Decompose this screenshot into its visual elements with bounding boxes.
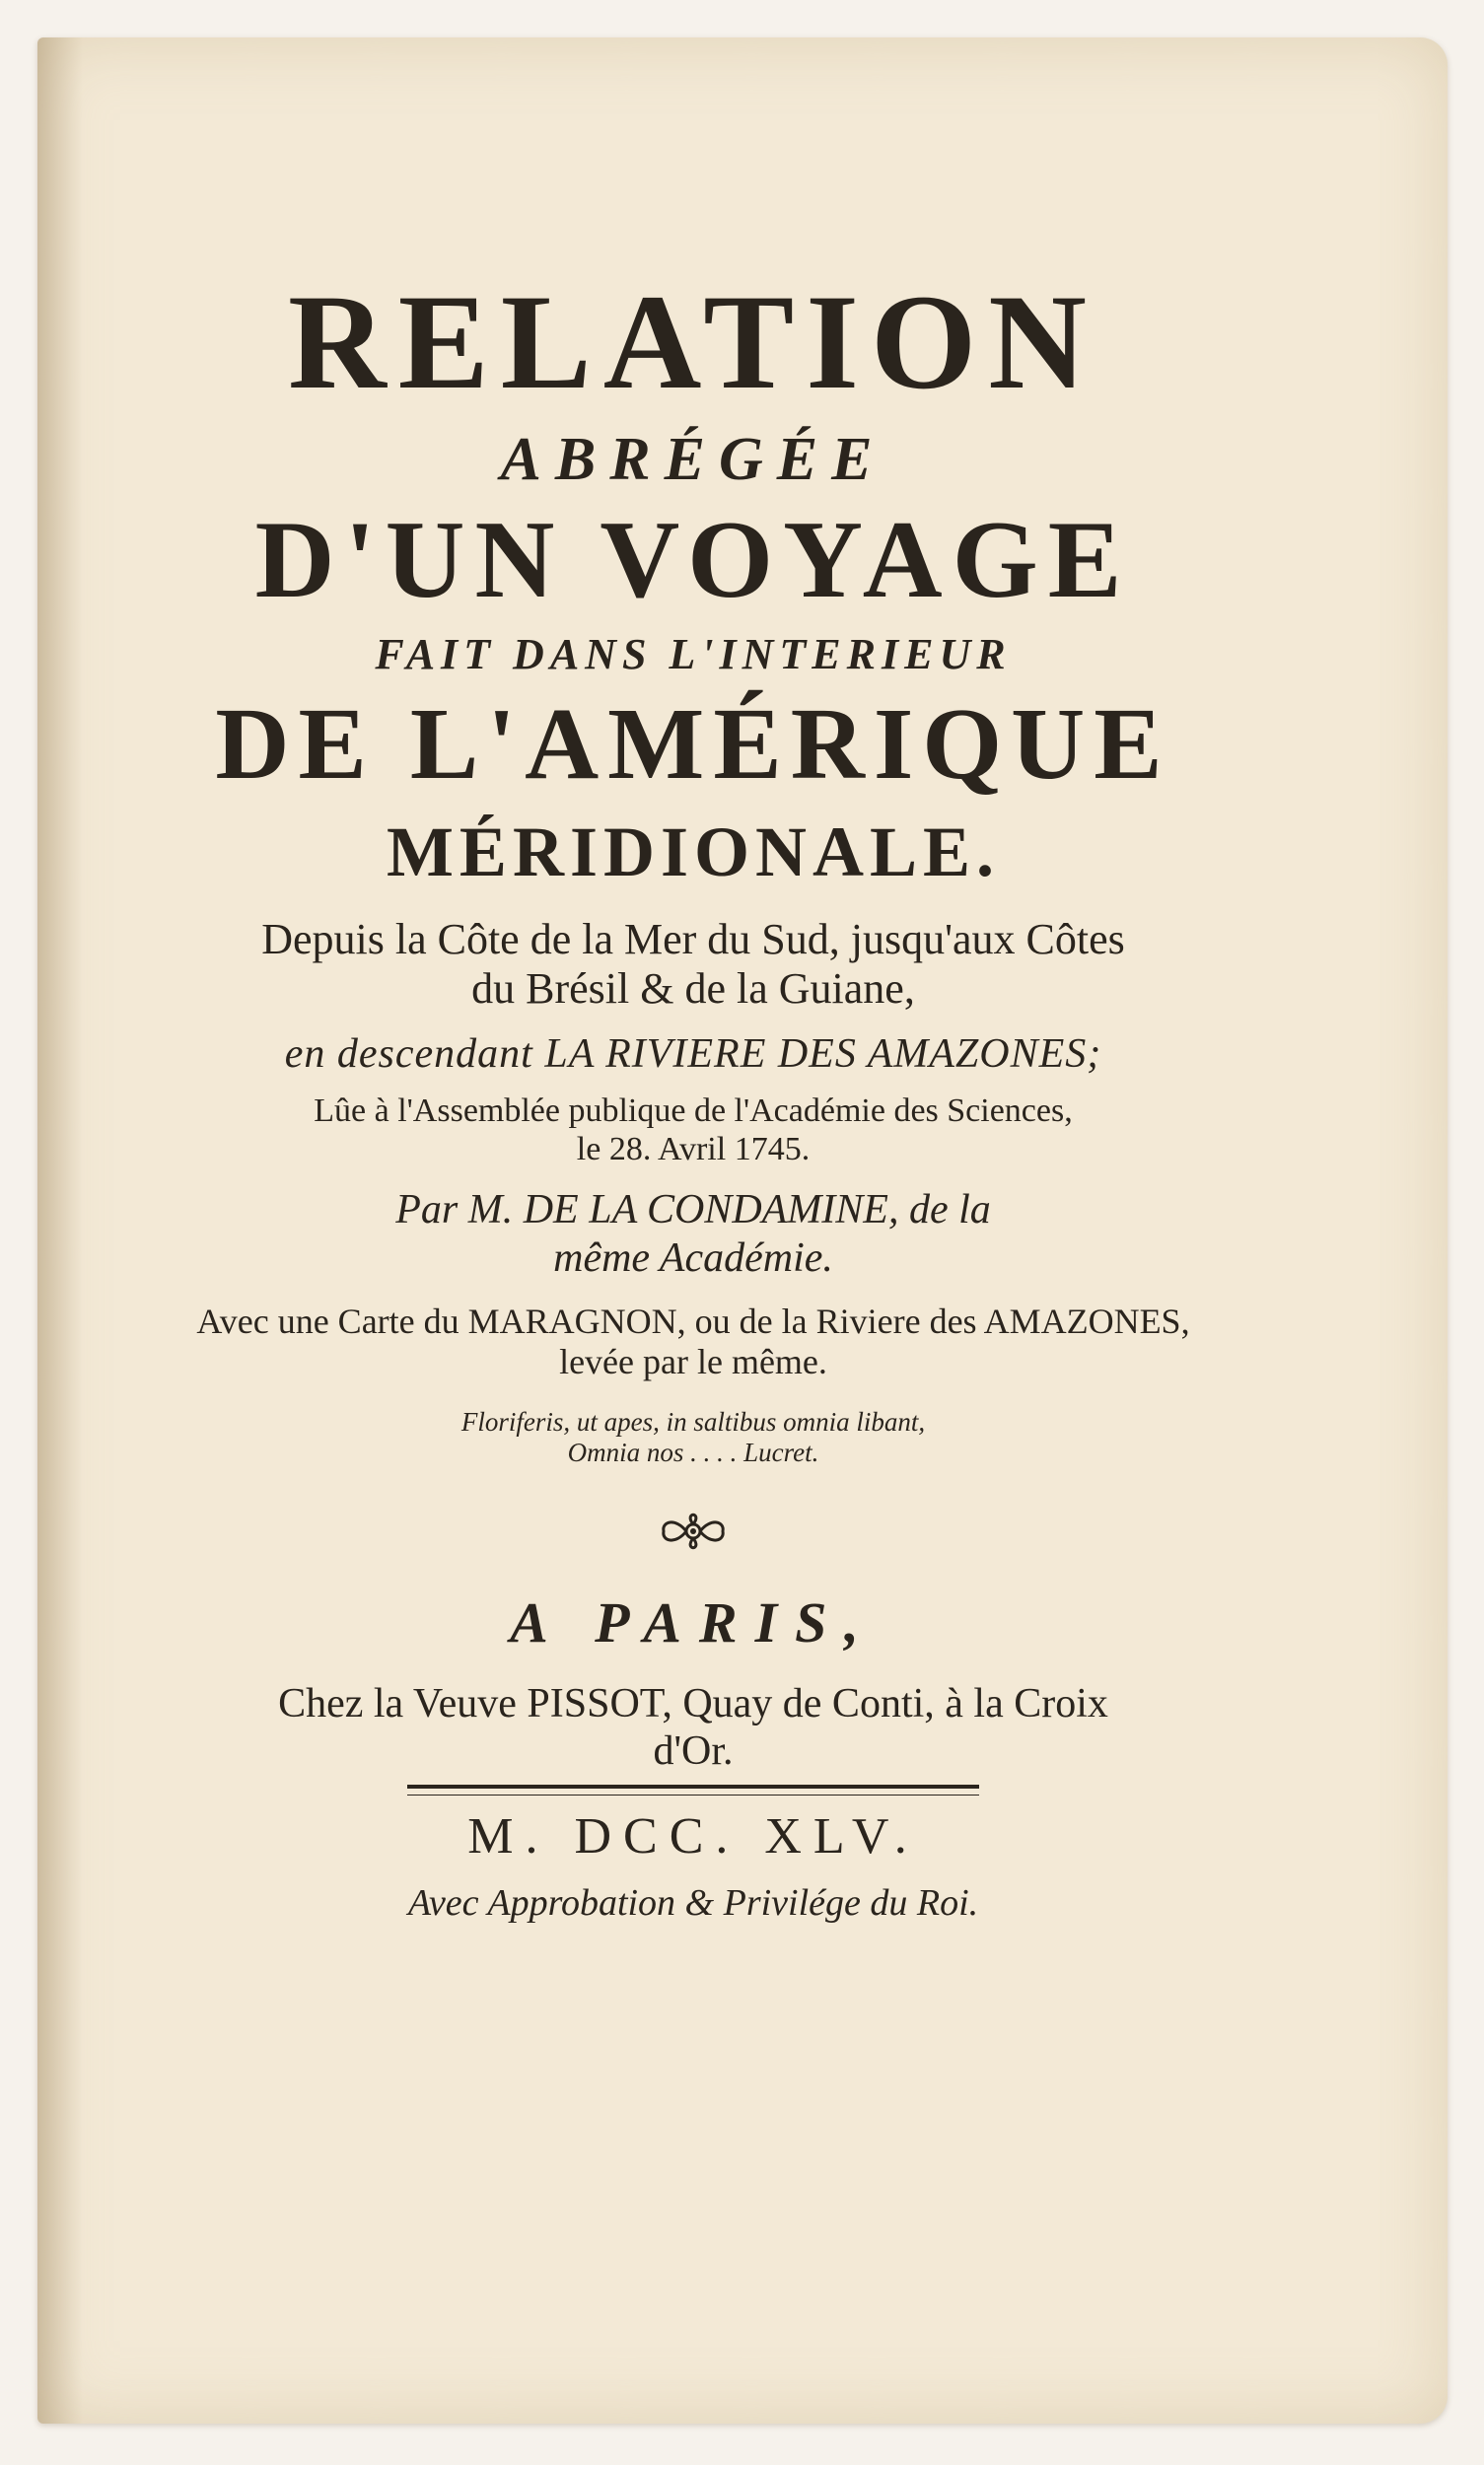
privilege-line: Avec Approbation & Privilége du Roi. <box>407 1881 979 1924</box>
read-line-2: le 28. Avril 1745. <box>576 1131 811 1168</box>
epigraph-line-1: Floriferis, ut apes, in saltibus omnia libant, <box>460 1406 926 1437</box>
title-page <box>37 37 1448 2424</box>
subtitle-meridionale: MÉRIDIONALE. <box>386 811 1001 891</box>
year-line: M. DCC. XLV. <box>467 1808 919 1866</box>
double-rule <box>407 1785 979 1796</box>
route-line-2: du Brésil & de la Guiane, <box>471 964 915 1014</box>
fleuron-ornament-icon <box>654 1504 733 1559</box>
route-line-1: Depuis la Côte de la Mer du Sud, jusqu'aux Côtes <box>261 914 1125 963</box>
title-page-text <box>136 264 1250 1926</box>
main-title: RELATION <box>288 266 1098 417</box>
subtitle-fait: FAIT DANS L'INTERIEUR <box>375 629 1012 678</box>
page-gutter <box>37 37 83 2424</box>
author-line-1: Par M. DE LA CONDAMINE, de la <box>395 1187 991 1233</box>
place-line: A PARIS, <box>510 1589 877 1655</box>
map-line-2: levée par le même. <box>559 1342 827 1382</box>
author-line-2: même Académie. <box>553 1234 833 1281</box>
publisher-line-1: Chez la Veuve PISSOT, Quay de Conti, à la Croix <box>278 1680 1108 1726</box>
publisher-line-2: d'Or. <box>653 1727 734 1774</box>
epigraph-line-2: Omnia nos . . . . Lucret. <box>567 1437 819 1467</box>
read-line-1: Lûe à l'Assemblée publique de l'Académie des Sciences, <box>314 1092 1073 1130</box>
map-line-1: Avec une Carte du MARAGNON, ou de la Riviere des AMAZONES, <box>196 1302 1190 1342</box>
subtitle-amerique: DE L'AMÉRIQUE <box>215 687 1171 802</box>
descent-line: en descendant LA RIVIERE DES AMAZONES; <box>284 1030 1102 1077</box>
subtitle-abregee: ABRÉGÉE <box>500 425 886 493</box>
subtitle-voyage: D'UN VOYAGE <box>254 498 1132 621</box>
